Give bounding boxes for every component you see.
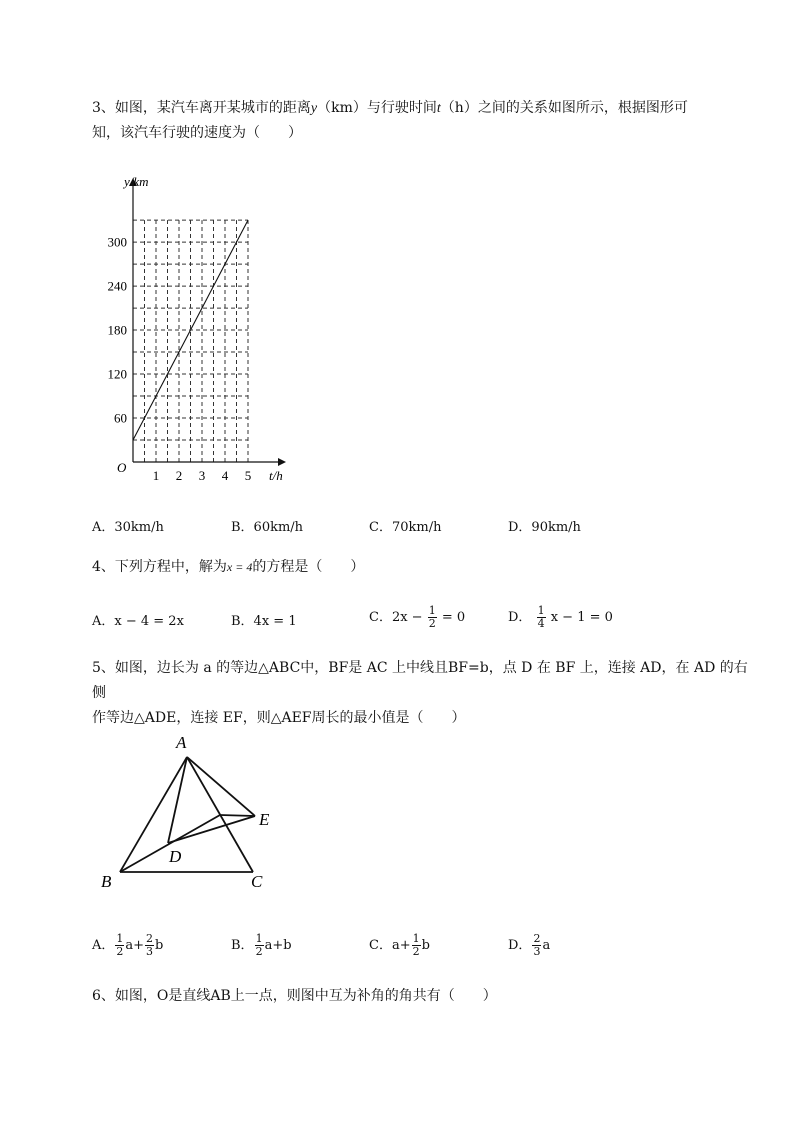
q5-a-num-1: 1 [116,932,124,945]
q4-c-post: = 0 [441,610,466,625]
segment-AE [187,757,255,816]
q5-a-den-1: 2 [116,945,124,958]
q5-option-c[interactable] [369,933,430,958]
q5-c-fraction [412,933,421,958]
vertex-C-label: C [251,872,263,891]
question-4 [92,555,732,580]
q4-d-den: 4 [537,617,545,630]
q5-a-mid: a+ [125,938,145,953]
x-axis-label: t/h [269,468,283,483]
graph-axes [129,178,286,466]
question-5-line-2: 作等边△ADE，连接 EF，则△AEF周长的最小值是（ ） [92,710,466,726]
segment-AD [168,757,187,843]
q4-option-a[interactable]: A．x − 4 = 2x [92,614,184,629]
q4-d-fraction [537,605,546,630]
question-3-line-1 [92,96,732,121]
q4-text-a: 4、下列方程中，解为 [92,559,227,575]
y-tick-label: 240 [107,278,127,294]
q5-triangle-figure [95,728,295,893]
x-tick-label: 3 [198,468,206,483]
question-3-line-2: 知，该汽车行驶的速度为（ ） [92,125,302,141]
q5-a-post: b [155,938,164,953]
q4-c-fraction [428,605,437,630]
q4-d-num: 1 [537,604,545,617]
y-axis-label: y/km [124,174,149,189]
q5-option-b[interactable] [231,933,292,958]
segment-EF [220,815,255,816]
q4-option-b[interactable]: B．4x = 1 [231,614,297,629]
q3-var-t: t [436,101,441,116]
vertex-B-label: B [101,872,112,891]
x-tick-label: 4 [221,468,229,483]
q5-d-post: a [542,938,551,953]
q5-b-den: 2 [255,945,263,958]
origin-label: O [117,460,127,475]
q5-d-fraction [532,933,541,958]
q3-option-d[interactable]: D．90km/h [508,520,581,535]
q5-option-d[interactable] [508,933,550,958]
q5-a-pre: A． [92,938,115,953]
q5-a-fraction-2 [145,933,154,958]
q5-c-post: b [421,938,430,953]
q4-eq: x = 4 [226,560,253,574]
q3-text-b: （km）与行驶时间 [317,100,437,116]
q4-d-pre: D． [508,610,532,625]
q4-c-pre: C．2x − [369,610,423,625]
q5-d-den: 3 [533,945,541,958]
q5-d-num: 2 [533,932,541,945]
question-5 [92,656,752,731]
y-tick-label: 180 [107,322,127,338]
q5-d-pre: D． [508,938,532,953]
q4-option-d[interactable] [508,605,613,630]
vertex-A-label: A [176,733,187,752]
y-tick-label: 120 [107,366,127,382]
q5-a-fraction-1 [115,933,124,958]
vertex-D-label: D [169,847,182,866]
q3-options [92,516,712,540]
q5-a-num-2: 2 [146,932,154,945]
q5-b-pre: B． [231,938,254,953]
q4-option-c[interactable] [369,605,465,630]
x-tick-label: 5 [244,468,252,483]
x-axis-arrow-icon [278,458,286,466]
q3-var-y: y [310,101,318,116]
y-tick-label: 300 [107,234,127,250]
q3-option-c[interactable]: C．70km/h [369,520,442,535]
q4-options [92,605,712,635]
q4-d-post: x − 1 = 0 [550,610,613,625]
q5-option-a[interactable] [92,933,163,958]
question-5-line-1: 5、如图，边长为 a 的等边△ABC中，BF是 AC 上中线且BF=b，点 D 在 BF 上，连接 AD，在 AD 的右侧 [92,660,748,701]
q3-text-c: （h）之间的关系如图所示，根据图形可 [440,100,688,116]
question-6-line-1: 6、如图，O是直线AB上一点，则图中互为补角的角共有（ ） [92,988,497,1004]
question-6 [92,984,732,1009]
q5-options [92,933,712,963]
q3-option-a[interactable]: A．30km/h [92,520,164,535]
q4-c-num: 1 [428,604,436,617]
x-tick-label: 1 [152,468,160,483]
graph-grid [133,220,248,462]
q5-c-num: 1 [412,932,420,945]
q3-text-a: 3、如图，某汽车离开某城市的距离 [92,100,311,116]
q5-b-num: 1 [255,932,263,945]
segment-AC [187,757,253,872]
q5-c-pre: C．a+ [369,938,411,953]
q4-c-den: 2 [428,617,436,630]
vertex-E-label: E [259,810,270,829]
q5-a-den-2: 3 [146,945,154,958]
x-tick-label: 2 [175,468,183,483]
q4-text-b: 的方程是（ ） [252,559,365,575]
q3-option-b[interactable]: B．60km/h [231,520,304,535]
q5-b-post: a+b [264,938,292,953]
q5-b-fraction [255,933,264,958]
q3-distance-time-graph [100,168,300,488]
q5-c-den: 2 [412,945,420,958]
question-3 [92,96,732,146]
y-tick-label: 60 [114,410,127,426]
